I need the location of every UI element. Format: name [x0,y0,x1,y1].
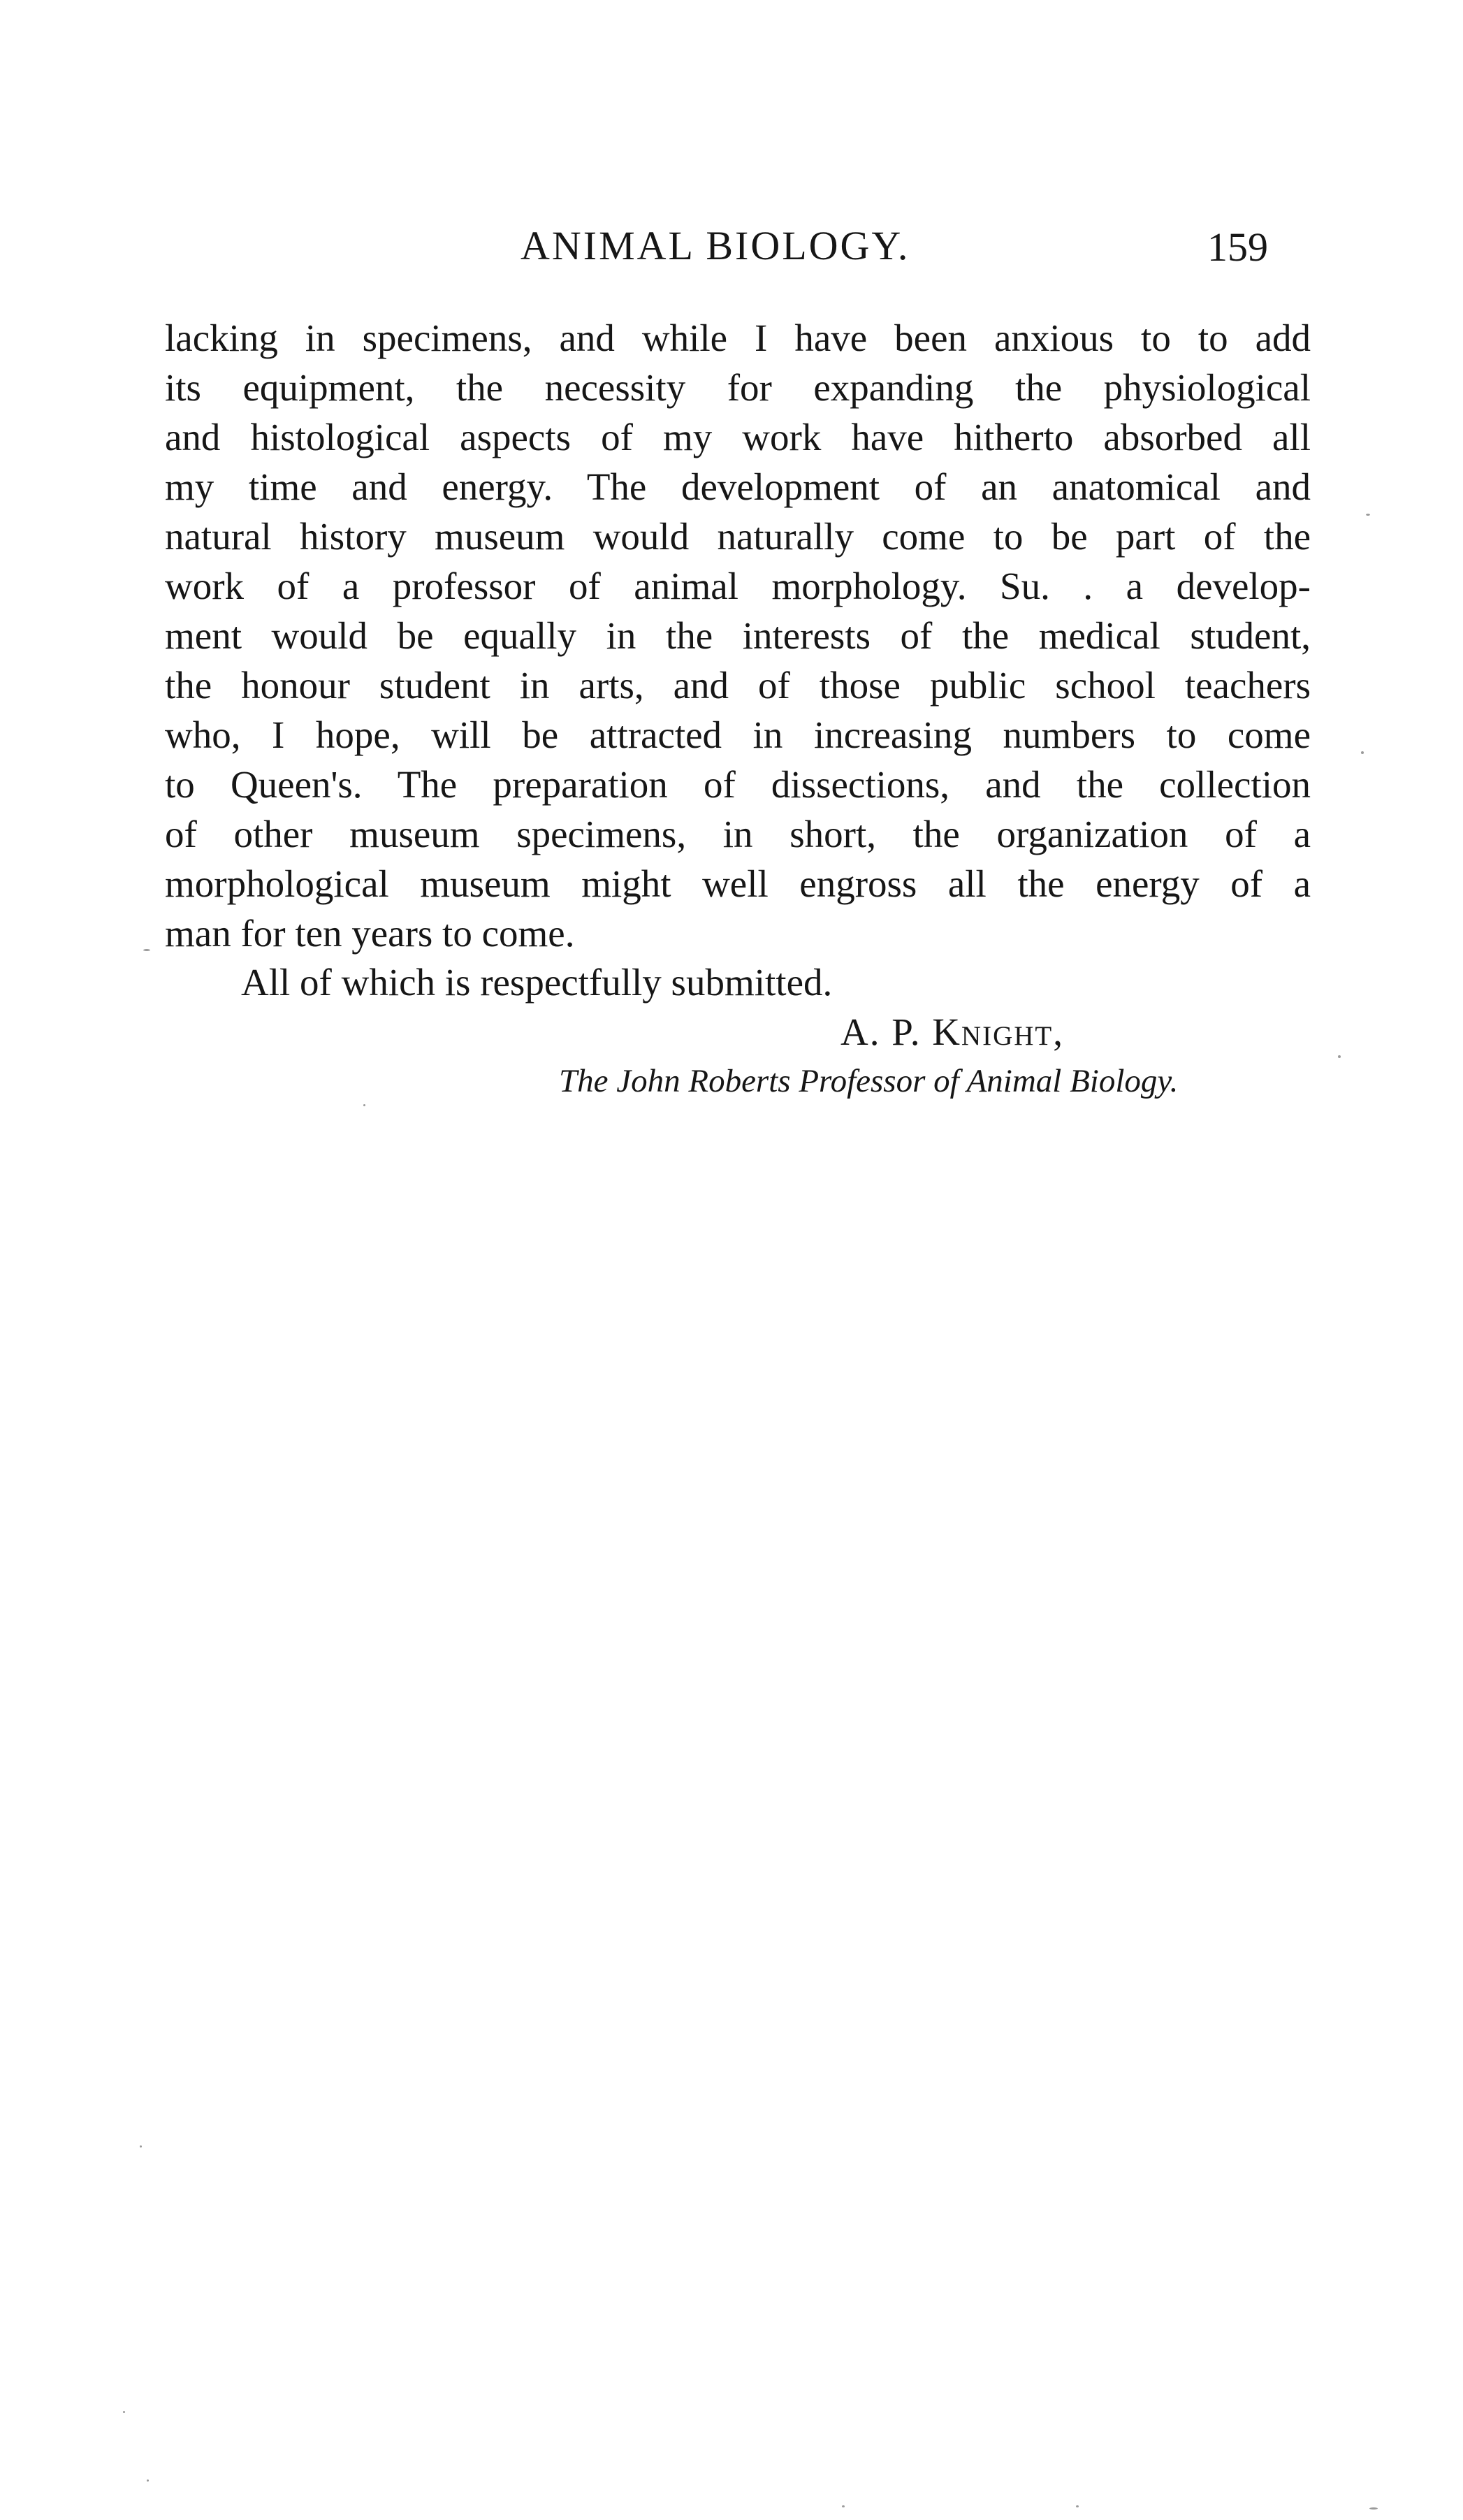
text-line: man for ten years to come. [165,912,575,955]
text-line: my time and energy. The development of an anatomical and [165,465,1311,508]
text-line: who, I hope, will be attracted in increasing numbers to come [165,714,1311,756]
scan-speck [363,1104,365,1106]
signature-title: The John Roberts Professor of Animal Biology. [559,1063,1179,1099]
running-title: ANIMAL BIOLOGY. [521,223,910,268]
scan-speck [143,949,150,951]
scan-speck [123,2411,125,2413]
text-line: of other museum specimens, in short, the organization of a [165,813,1311,855]
body-paragraph [165,313,1311,958]
text-line: natural history museum would naturally come to be part of the [165,515,1311,558]
text-line: its equipment, the necessity for expanding the physiological [165,366,1311,409]
text-line: lacking in specimens, and while I have been anxious to to add [165,317,1311,359]
text-line: the honour student in arts, and of those public school teachers [165,664,1311,707]
closing-line: All of which is respectfully submitted. [241,961,833,1004]
scan-speck [1361,751,1364,754]
text-line: to Queen's. The preparation of dissections, and the collection [165,763,1311,806]
scan-speck [1366,514,1370,516]
text-line: morphological museum might well engross all the energy of a [165,862,1311,905]
scan-speck [140,2145,142,2148]
text-line: and histological aspects of my work have hitherto absorbed all [165,416,1311,458]
scan-speck [1338,1055,1341,1058]
scan-speck [842,2505,845,2507]
scan-speck [1369,2507,1378,2510]
text-line: work of a professor of animal morphology. Su. . a develop- [165,565,1311,607]
scan-speck [1076,2505,1079,2507]
signature-name: A. P. Knight, [840,1011,1064,1053]
scan-speck [147,2479,149,2482]
page-number: 159 [1207,224,1268,270]
text-line: ment would be equally in the interests of the medical student, [165,614,1311,657]
